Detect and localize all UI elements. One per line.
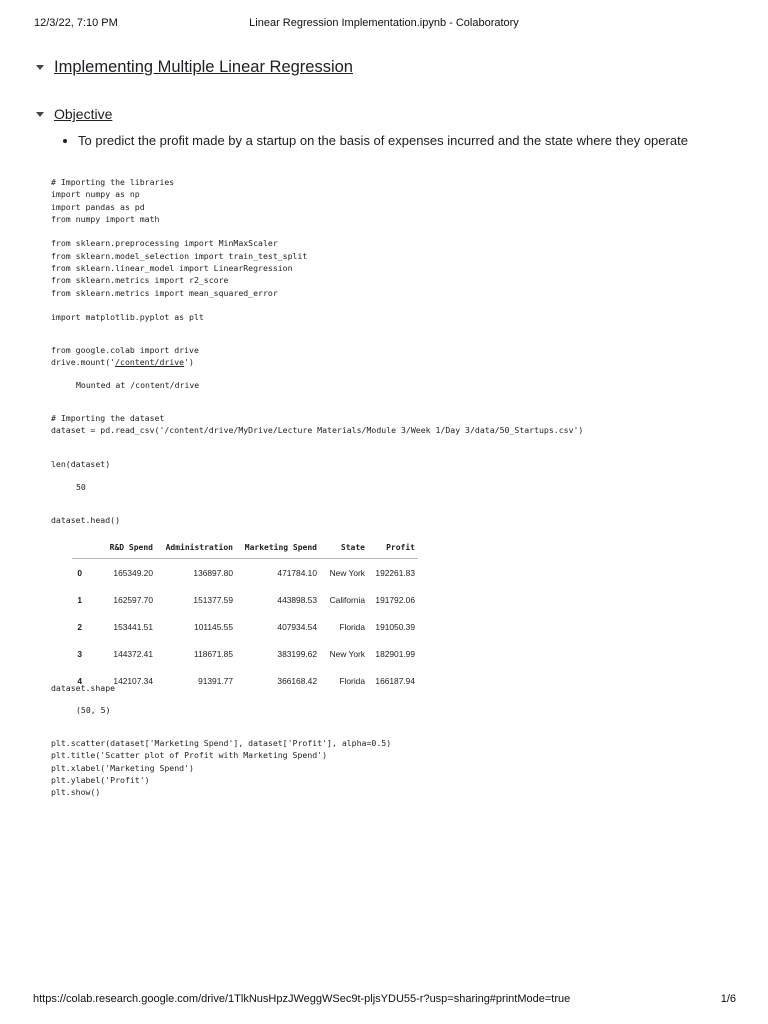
table-cell: Florida <box>339 675 365 686</box>
row-index: 1 <box>77 594 82 605</box>
table-cell: 443898.53 <box>277 594 317 605</box>
dataframe-output-table <box>72 537 418 694</box>
collapse-caret-icon[interactable] <box>36 65 44 70</box>
table-cell: California <box>329 594 365 605</box>
document-title: Linear Regression Implementation.ipynb - Colaboratory <box>249 17 519 29</box>
table-cell: 142107.34 <box>113 675 153 686</box>
print-header <box>0 17 768 33</box>
output-shape: (50, 5) <box>76 705 111 715</box>
output-drive-mounted: Mounted at /content/drive <box>76 380 200 390</box>
output-len: 50 <box>76 482 86 492</box>
page-url: https://colab.research.google.com/drive/1TlkNusHpzJWeggWSec9t-pljsYDU55-r?usp=sharing#printMode=true <box>33 993 571 1005</box>
table-cell: New York <box>329 648 365 659</box>
table-cell: 383199.62 <box>277 648 317 659</box>
table-header-row <box>72 537 418 559</box>
page-number: 1/6 <box>720 993 736 1005</box>
table-cell: 153441.51 <box>113 621 153 632</box>
table-row <box>72 667 418 694</box>
table-cell: 191792.06 <box>375 594 415 605</box>
column-header: Profit <box>368 537 418 559</box>
code-text: ') <box>184 357 194 368</box>
table-cell: 471784.10 <box>277 567 317 578</box>
table-cell: 366168.42 <box>277 675 317 686</box>
code-cell-read-csv[interactable]: # Importing the dataset dataset = pd.read_csv('/content/drive/MyDrive/Lecture Materials/Module 3/Week 1/Day 3/data/50_Startups.csv') <box>51 413 584 436</box>
table-row <box>72 640 418 667</box>
column-header: State <box>320 537 368 559</box>
code-cell-shape[interactable]: dataset.shape <box>51 683 116 693</box>
drive-path-link[interactable]: /content/drive <box>115 357 185 368</box>
code-cell-len[interactable]: len(dataset) <box>51 459 111 469</box>
table-cell: 118671.85 <box>194 648 233 659</box>
objective-text: To predict the profit made by a startup on the basis of expenses incurred and the state where they operate <box>78 133 688 148</box>
column-header: Marketing Spend <box>236 537 320 559</box>
code-line: from google.colab import drive <box>51 345 199 355</box>
table-cell: 407934.54 <box>277 621 317 632</box>
row-index: 2 <box>77 621 82 632</box>
table-cell: 191050.39 <box>375 621 415 632</box>
table-cell: 101145.55 <box>194 621 233 632</box>
table-cell: 166187.94 <box>375 675 415 686</box>
table-cell: 165349.20 <box>113 567 153 578</box>
print-footer <box>0 993 768 1009</box>
section-title-main: Implementing Multiple Linear Regression <box>54 58 353 76</box>
row-index: 0 <box>77 567 82 578</box>
column-header: Administration <box>156 537 236 559</box>
table-cell: Florida <box>339 621 365 632</box>
table-cell: 136897.80 <box>193 567 233 578</box>
table-cell: 144372.41 <box>113 648 153 659</box>
collapse-caret-icon[interactable] <box>36 112 44 117</box>
code-cell-scatter-plot[interactable]: plt.scatter(dataset['Marketing Spend'], dataset['Profit'], alpha=0.5) plt.title('Scatter plot of Profit with Marketing Spend') plt.xlabel('Marketing Spend') plt.ylabel('Profit') plt.show() <box>51 738 392 798</box>
column-header: R&D Spend <box>90 537 156 559</box>
section-heading-main[interactable] <box>36 58 353 77</box>
table-cell: 151377.59 <box>193 594 233 605</box>
table-row <box>72 559 418 587</box>
table-cell: 192261.83 <box>375 567 415 578</box>
row-index: 4 <box>77 675 82 686</box>
table-row <box>72 586 418 613</box>
objective-bullet <box>63 133 688 148</box>
table-cell: 91391.77 <box>198 675 233 686</box>
code-text: drive.mount(' <box>51 357 116 368</box>
table-cell: New York <box>329 567 365 578</box>
code-cell-imports[interactable]: # Importing the libraries import numpy as np import pandas as pd from numpy import math from sklearn.preprocessing import MinMaxScaler from sklearn.model_selection import train_test_split from sklearn.linear_model import LinearRegression from sklearn.metrics import r2_score from sklearn.metrics import mean_squared_error import matplotlib.pyplot as plt <box>51 177 308 323</box>
section-heading-objective[interactable] <box>36 106 112 122</box>
code-cell-head[interactable]: dataset.head() <box>51 515 121 525</box>
table-cell: 182901.99 <box>375 648 415 659</box>
print-datetime: 12/3/22, 7:10 PM <box>34 17 118 29</box>
table-cell: 162597.70 <box>113 594 153 605</box>
row-index: 3 <box>77 648 82 659</box>
bullet-dot-icon <box>63 139 67 143</box>
code-cell-drive-mount[interactable] <box>51 344 199 369</box>
section-title-objective: Objective <box>54 106 113 122</box>
column-header <box>72 537 90 559</box>
table-row <box>72 613 418 640</box>
